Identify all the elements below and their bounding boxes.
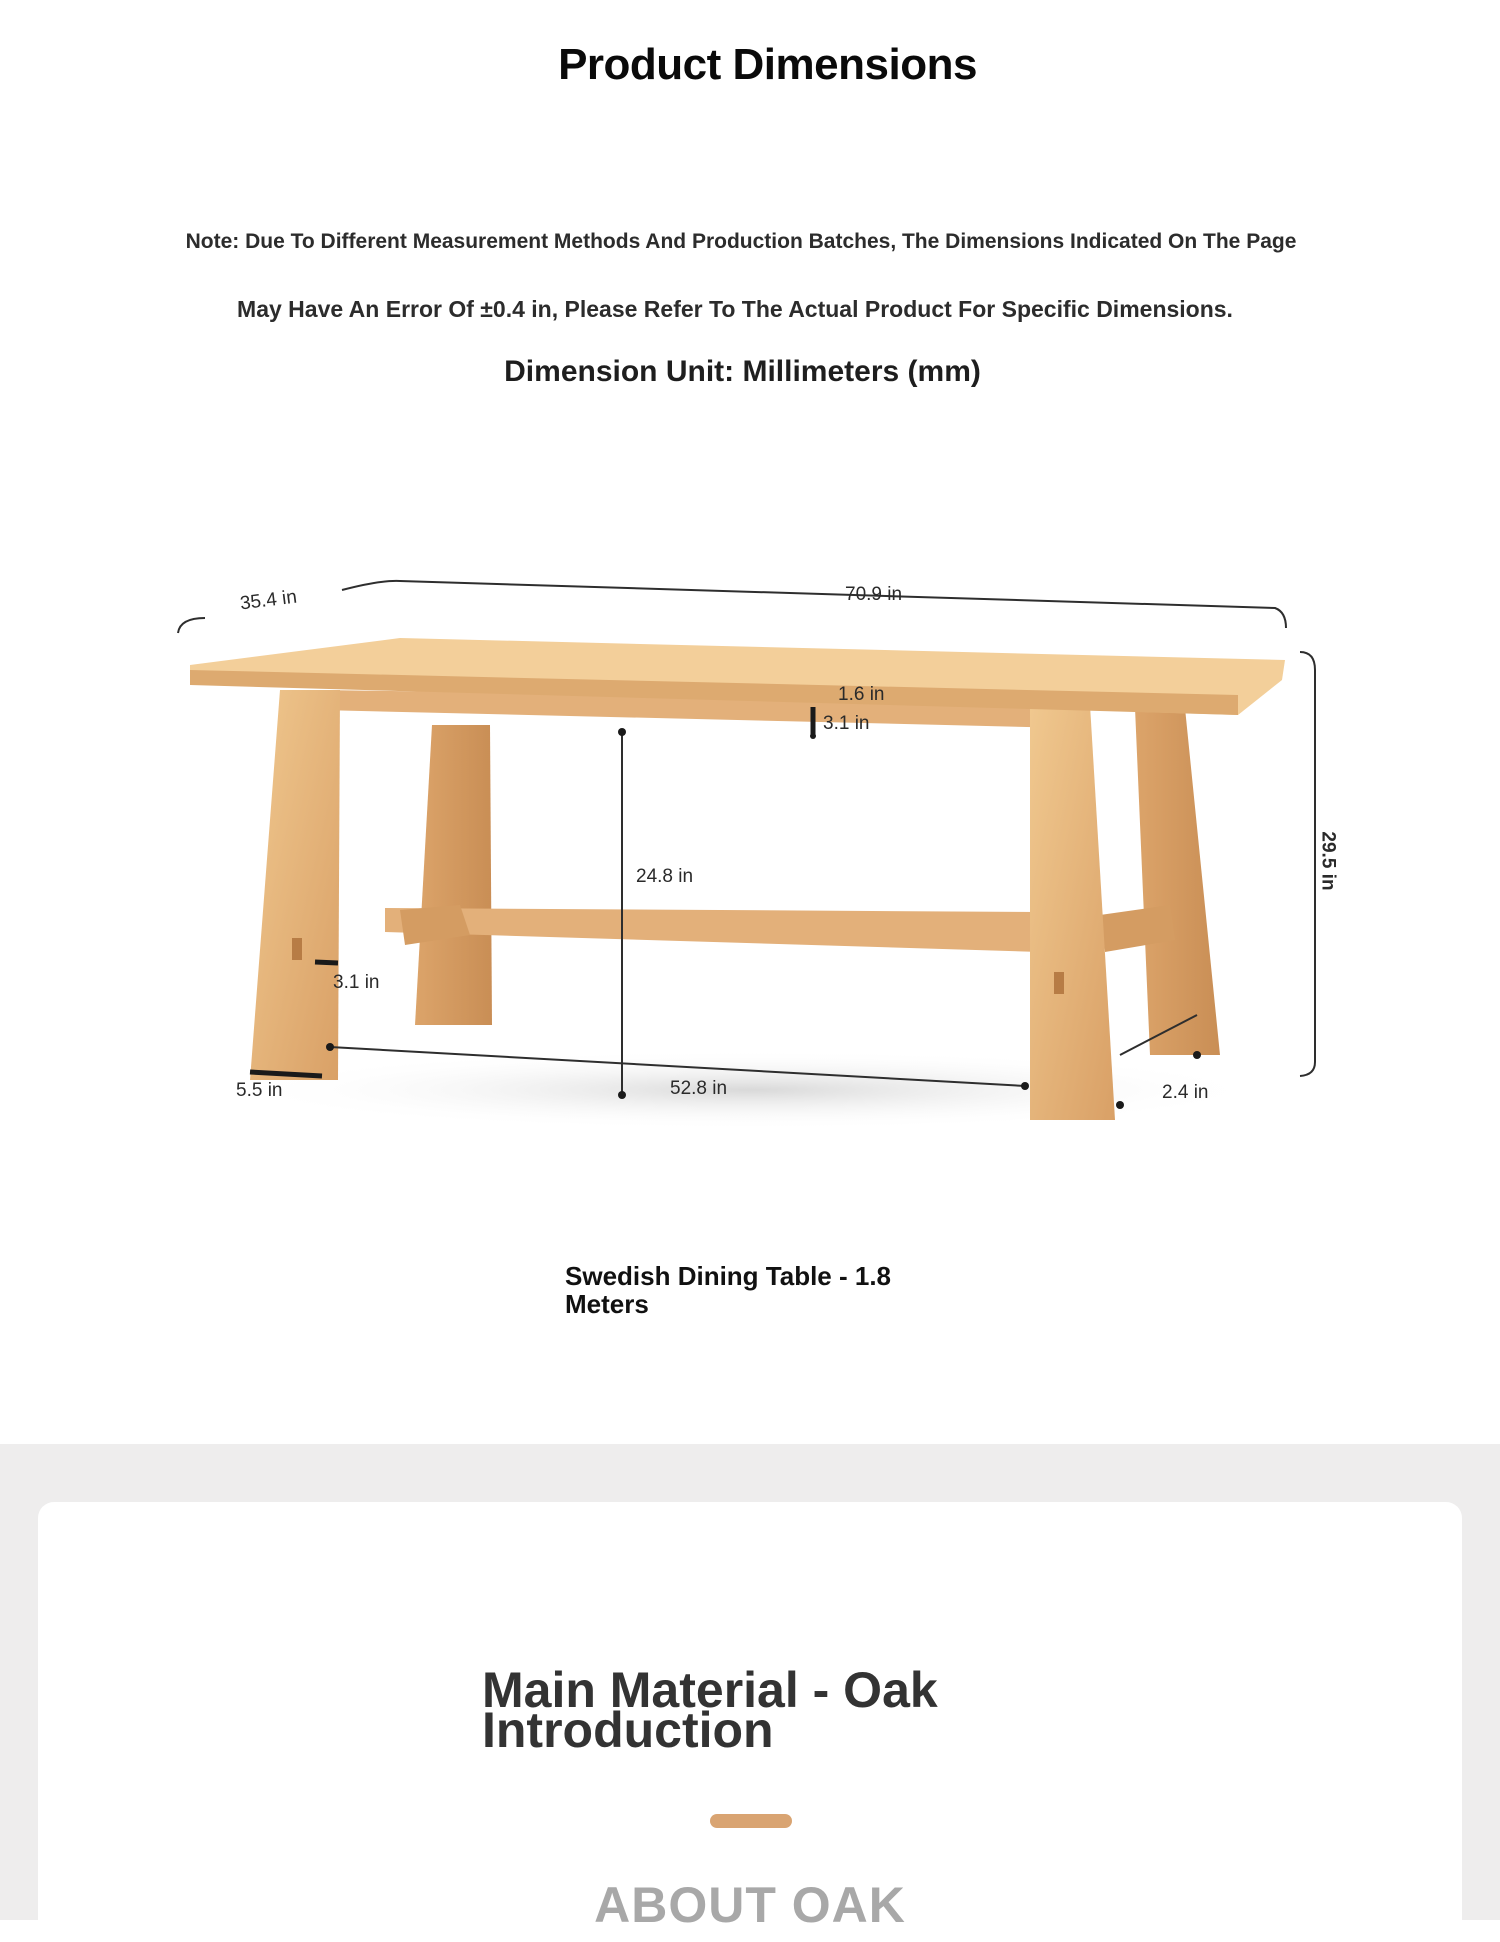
leg-width-label: 5.5 in <box>236 1080 283 1101</box>
top-thickness-label: 1.6 in <box>838 684 885 705</box>
apron-height-label: 3.1 in <box>823 713 870 734</box>
dimension-unit: Dimension Unit: Millimeters (mm) <box>504 355 981 388</box>
depth-label: 35.4 in <box>238 586 299 615</box>
height-label: 29.5 in <box>1317 831 1339 891</box>
material-section-title: Main Material - Oak Introduction <box>482 1662 938 1758</box>
accent-divider <box>710 1814 792 1828</box>
back-right-leg <box>1135 708 1220 1055</box>
back-left-leg <box>415 725 492 1025</box>
leg-span-label: 52.8 in <box>670 1078 728 1099</box>
front-left-leg <box>250 690 340 1080</box>
leg-joint-right <box>1054 972 1064 994</box>
stretcher-label: 3.1 in <box>333 972 380 993</box>
table-dimension-diagram <box>150 560 1350 1160</box>
clearance-label: 24.8 in <box>636 866 694 887</box>
about-oak-heading: ABOUT OAK <box>594 1877 906 1933</box>
front-right-leg <box>1030 705 1115 1120</box>
leg-depth-label: 2.4 in <box>1162 1082 1209 1103</box>
product-name: Swedish Dining Table - 1.8 Meters <box>565 1261 892 1319</box>
page-title: Product Dimensions <box>558 40 977 89</box>
length-label: 70.9 in <box>845 584 903 605</box>
measurement-note-line-1: Note: Due To Different Measurement Methods And Production Batches, The Dimensions Indicated On The Page <box>185 230 1297 253</box>
measurement-note-line-2: May Have An Error Of ±0.4 in, Please Refer To The Actual Product For Specific Dimensions. <box>237 296 1233 322</box>
table-illustration <box>150 560 1350 1160</box>
leg-joint-left <box>292 938 302 960</box>
